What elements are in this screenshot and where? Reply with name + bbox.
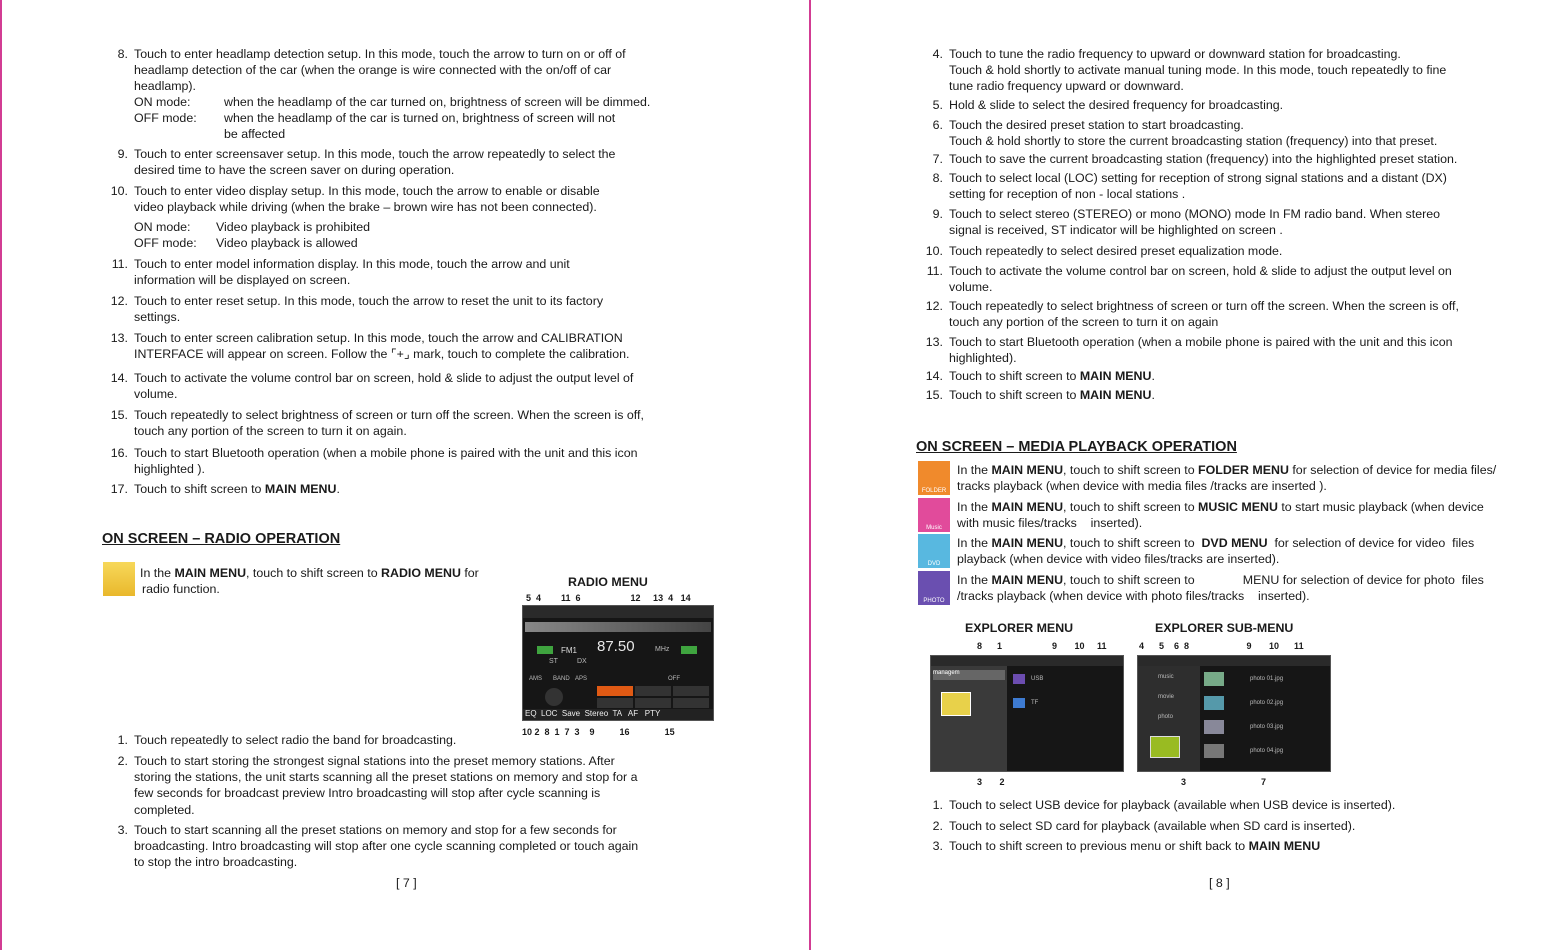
right-page — [915, 0, 1530, 950]
side-music: music — [1158, 674, 1174, 680]
radio-section-title: ON SCREEN – RADIO OPERATION — [102, 531, 341, 547]
list-item-5: 5. Hold & slide to select the desired frequency for broadcasting. — [932, 98, 1284, 112]
usb-label: USB — [1031, 676, 1044, 682]
list-item-16: 16. Touch to start Bluetooth operation (when a mobile phone is paired with the unit and this icon highlighted ). — [110, 446, 638, 477]
media-row-1-line-2: with music files/tracks inserted). — [957, 515, 1143, 530]
side-photo: photo — [1158, 714, 1174, 720]
photo-04-label: photo 04.jpg — [1250, 748, 1284, 754]
media-icon-2: DVD — [918, 534, 950, 568]
radio-item-1: 1. Touch repeatedly to select radio the band for broadcasting. — [117, 733, 457, 747]
media-row-3-line-1: In the MAIN MENU, touch to shift screen to MENU for selection of device for photo files — [957, 572, 1484, 587]
media-row-2-line-1: In the MAIN MENU, touch to shift screen to DVD MENU for selection of device for video files — [957, 536, 1475, 550]
page-number-right: [ 8 ] — [1209, 876, 1230, 890]
media-row-0-line-1: In the MAIN MENU, touch to shift screen to FOLDER MENU for selection of device for media files/ — [957, 463, 1497, 477]
radio-icon — [103, 562, 135, 596]
list-item-11-right: 11. Touch to activate the volume control bar on screen, hold & slide to adjust the output level on volume. — [926, 264, 1452, 295]
on-mode-line: ON mode: when the headlamp of the car turned on, brightness of screen will be dimmed. — [134, 95, 651, 109]
tf-label: TF — [1031, 700, 1039, 706]
explorer-menu-screenshot — [930, 655, 1124, 772]
radio-intro-line-2: radio function. — [142, 582, 220, 596]
list-item-10: 10. Touch to enter video display setup. In this mode, touch the arrow to enable or disable video playback while driving (when the brake – brown wire has not been connected). — [110, 184, 600, 215]
band-label: FM1 — [561, 646, 577, 655]
explorer-menu-title: EXPLORER MENU — [965, 621, 1074, 635]
radio-bottom-callouts: 10 2 8 1 7 3 9 16 15 — [522, 727, 675, 737]
photo-02-label: photo 02.jpg — [1250, 700, 1284, 706]
frequency-display: 87.50 — [597, 638, 635, 655]
ams-button: AMS — [529, 676, 543, 682]
radio-intro-line-1: In the MAIN MENU, touch to shift screen to RADIO MENU for — [140, 566, 479, 580]
radio-bottom-bar: EQ LOC Save Stereo TA AF PTY — [523, 709, 713, 720]
list-item-6: 6. Touch the desired preset station to start broadcasting. Touch & hold shortly to store the current broadcasting station (frequency) into that preset. — [932, 118, 1438, 149]
managem-folder-label: managem — [933, 670, 1005, 680]
media-row-2-line-2: playback (when device with video files/tracks are inserted). — [957, 552, 1280, 566]
side-movie: movie — [1158, 694, 1175, 700]
list-item-13: 13. Touch to enter screen calibration setup. In this mode, touch the arrow and CALIBRATION INTERFACE will appear on screen. Follow the ⌜+⌟ mark, touch to complete the calibration. — [110, 331, 630, 362]
explorer-item-2: 2. Touch to select SD card for playback (available when SD card is inserted). — [932, 819, 1356, 833]
explorer-item-1: 1. Touch to select USB device for playback (available when USB device is inserted). — [932, 798, 1396, 812]
left-page — [100, 0, 715, 950]
radio-item-2: 2. Touch to start storing the strongest signal stations into the preset memory stations. After storing the stations, the unit starts scanning all the preset stations on memory and stop for a few seconds for broadcast preview Intro broadcasting will stop after cycle scanning is completed. — [117, 754, 638, 817]
list-item-8: 8. Touch to enter headlamp detection setup. In this mode, touch the arrow to turn on or off of headlamp detection of the car (when the orange is wire connected with the on/off of car headlamp). — [117, 47, 626, 94]
page-number-left: [ 7 ] — [396, 876, 417, 890]
list-item-10-right: 10. Touch repeatedly to select desired preset equalization mode. — [925, 244, 1283, 258]
radio-menu-title: RADIO MENU — [568, 575, 648, 589]
list-item-14-right: 14. Touch to shift screen to MAIN MENU. — [925, 369, 1155, 383]
list-item-15: 15. Touch repeatedly to select brightness of screen or turn off the screen. When the screen is off, touch any portion of the screen to turn it on again. — [110, 408, 644, 439]
explorer-item-3: 3. Touch to shift screen to previous menu or shift back to MAIN MENU — [932, 839, 1321, 853]
radio-top-callouts: 5 4 11 6 12 13 4 14 — [526, 593, 691, 603]
off-label: OFF — [668, 676, 680, 682]
aps-button: APS — [575, 676, 588, 682]
list-item-15-right: 15. Touch to shift screen to MAIN MENU. — [925, 388, 1155, 402]
radio-menu-screenshot — [522, 605, 714, 721]
video-on-mode: ON mode: Video playback is prohibited — [134, 220, 371, 234]
explorer-top-callouts: 8 1 9 10 11 — [977, 641, 1107, 651]
media-row-3-line-2: /tracks playback (when device with photo files/tracks inserted). — [957, 588, 1310, 603]
sub-menu-top-callouts: 4 5 6 8 9 10 11 — [1139, 641, 1304, 651]
st-indicator: ST — [549, 658, 558, 665]
explorer-sub-menu-screenshot — [1137, 655, 1331, 772]
explorer-bottom-callouts: 3 2 — [977, 777, 1005, 787]
video-off-mode: OFF mode: Video playback is allowed — [134, 236, 358, 250]
off-mode-line-2: be affected — [224, 127, 286, 141]
media-icon-0: FOLDER — [918, 461, 950, 495]
sub-menu-bottom-callouts: 3 7 — [1181, 777, 1267, 787]
list-item-9-right: 9. Touch to select stereo (STEREO) or mono (MONO) mode In FM radio band. When stereo signal is received, ST indicator will be highlighted on screen . — [932, 207, 1440, 238]
explorer-sub-menu-title: EXPLORER SUB-MENU — [1155, 621, 1294, 635]
photo-03-label: photo 03.jpg — [1250, 724, 1284, 730]
band-button: BAND — [553, 676, 570, 682]
radio-item-3: 3. Touch to start scanning all the preset stations on memory and stop for a few seconds for broadcasting. Intro broadcasting will stop after one cycle scanning completed or touch again to stop the intro broadcasting. — [117, 823, 639, 870]
media-icon-1: Music — [918, 498, 950, 532]
page-border-left — [0, 0, 2, 950]
list-item-12: 12. Touch to enter reset setup. In this mode, touch the arrow to reset the unit to its factory settings. — [110, 294, 604, 325]
media-section-title: ON SCREEN – MEDIA PLAYBACK OPERATION — [916, 439, 1237, 455]
off-mode-line: OFF mode: when the headlamp of the car is turned on, brightness of screen will not — [134, 111, 616, 125]
list-item-14: 14. Touch to activate the volume control bar on screen, hold & slide to adjust the output level of volume. — [110, 371, 634, 402]
list-item-7: 7. Touch to save the current broadcasting station (frequency) into the highlighted preset station. — [932, 152, 1458, 166]
media-icon-3: PHOTO — [918, 571, 950, 605]
list-item-11: 11. Touch to enter model information display. In this mode, touch the arrow and unit information will be displayed on screen. — [111, 257, 570, 288]
list-item-8-right: 8. Touch to select local (LOC) setting for reception of strong signal stations and a distant (DX) setting for reception of non - local stations . — [932, 171, 1447, 202]
dx-indicator: DX — [577, 658, 587, 665]
list-item-4: 4. Touch to tune the radio frequency to upward or downward station for broadcasting. Touch & hold shortly to activate manual tuning mode. In this mode, touch repeatedly to fine tune radio frequency upward or downward. — [932, 47, 1447, 94]
list-item-13-right: 13. Touch to start Bluetooth operation (when a mobile phone is paired with the unit and this icon highlighted). — [925, 335, 1453, 366]
list-item-17: 17. Touch to shift screen to MAIN MENU. — [110, 482, 340, 496]
media-row-1-line-1: In the MAIN MENU, touch to shift screen to MUSIC MENU to start music playback (when device — [957, 499, 1484, 514]
mhz-label: MHz — [655, 646, 670, 653]
media-row-0-line-2: tracks playback (when device with media files /tracks are inserted ). — [957, 479, 1327, 493]
list-item-12-right: 12. Touch repeatedly to select brightness of screen or turn off the screen. When the screen is off, touch any portion of the screen to turn it on again — [925, 299, 1459, 330]
list-item-9: 9. Touch to enter screensaver setup. In this mode, touch the arrow repeatedly to select the desired time to have the screen saver on during operation. — [117, 147, 616, 178]
page-divider — [809, 0, 811, 950]
photo-01-label: photo 01.jpg — [1250, 676, 1284, 682]
